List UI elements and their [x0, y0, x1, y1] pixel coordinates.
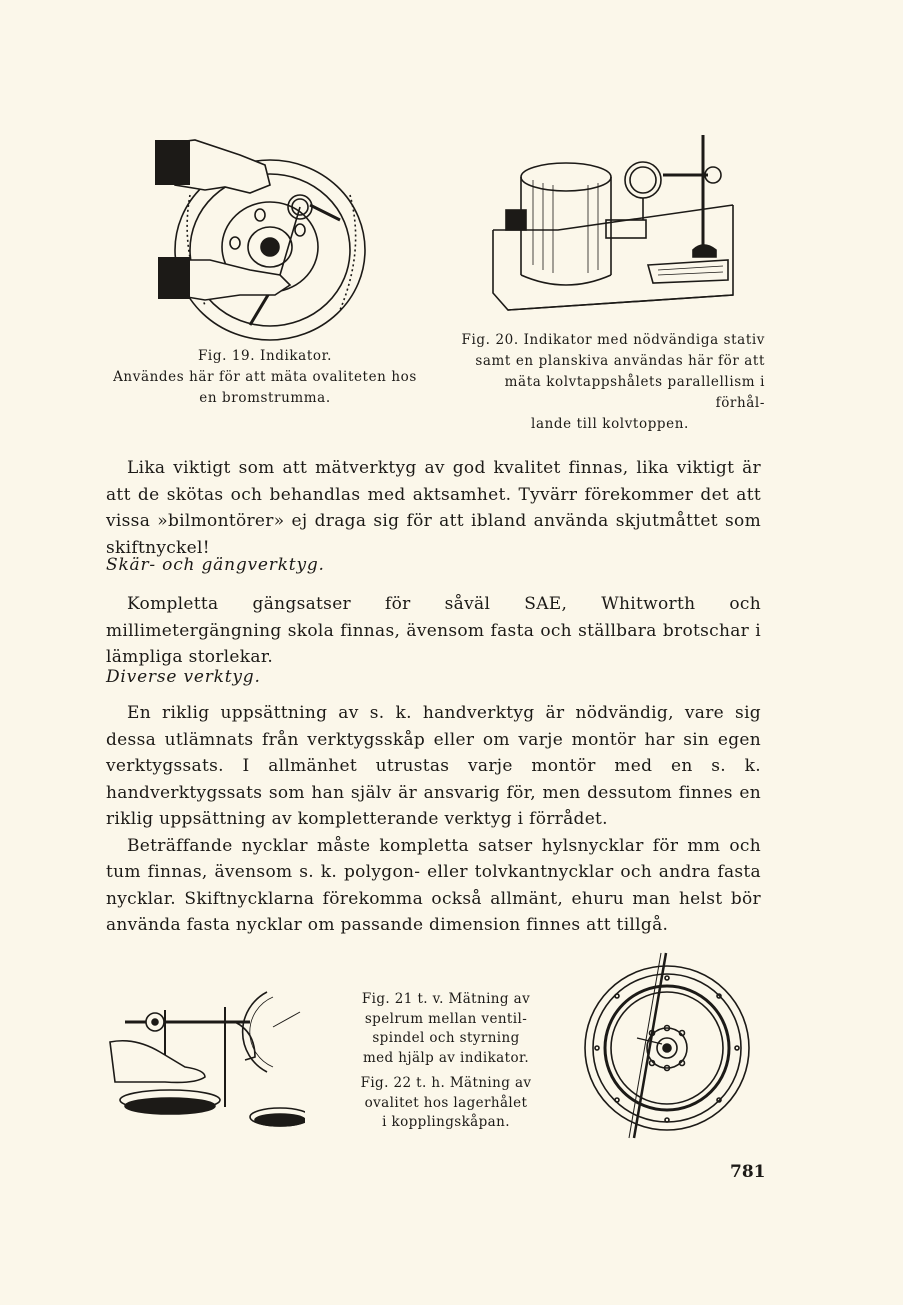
heading-diverse-verktyg: Diverse verktyg.: [106, 667, 261, 687]
fig22-caption-line1: Fig. 22 t. h. Mätning av: [360, 1075, 532, 1091]
fig19-caption: [100, 346, 430, 409]
fig19-caption-line3: en bromstrumma.: [199, 390, 331, 406]
fig19-caption-line2: Användes här för att mäta ovaliteten hos: [113, 369, 417, 385]
fig19-illustration: [150, 135, 375, 345]
fig20-illustration: [488, 135, 743, 315]
para3-text: Beträffande nycklar måste kompletta satser hylsnycklar för mm och tum finnas, ävensom s. k. polygon- eller tolvkantnycklar och andra fasta nycklar. Skiftnycklarna förekomma också allmänt, ehuru man helst bör använda fasta nycklar om passande dimension finnes att tillgå.: [106, 835, 761, 935]
heading-skar-och-gangverktyg: Skär- och gängverktyg.: [106, 555, 325, 575]
fig21-22-caption: [352, 990, 540, 1133]
fig20-caption: [455, 330, 765, 435]
fig22-illustration: [582, 948, 762, 1143]
fig21-caption-line2: spelrum mellan ventil-: [364, 1010, 528, 1027]
fig21-caption-line3: spindel och styrning: [372, 1030, 520, 1046]
fig22-caption-line2: ovalitet hos lagerhålet: [364, 1094, 528, 1111]
fig20-caption-line1: Fig. 20. Indikator med nödvändiga stativ: [461, 332, 765, 348]
paragraph-gangsatser: [106, 591, 761, 671]
fig21-caption-line1: Fig. 21 t. v. Mätning av: [361, 991, 531, 1007]
page-number: 781: [730, 1162, 766, 1182]
paragraph-handverktyg: [106, 700, 761, 939]
fig20-caption-line3: mäta kolvtappshålets parallellism i förhål-: [504, 374, 765, 411]
fig22-caption-line3: i kopplingskåpan.: [382, 1114, 510, 1130]
intro-paragraph: [106, 455, 761, 561]
para1-text: Kompletta gängsatser för såväl SAE, Whitworth och millimetergängning skola finnas, ävensom fasta och ställbara brotschar i lämpliga storlekar.: [106, 594, 761, 667]
fig20-caption-line4: lande till kolvtoppen.: [531, 416, 689, 432]
intro-text: Lika viktigt som att mätverktyg av god kvalitet finnas, lika viktigt är att de skötas och behandlas med aktsamhet. Tyvärr förekommer det att vissa »bilmontörer» ej draga sig för att ibland använda skjutmåttet som skiftnyckel!: [106, 458, 761, 558]
para2-text: En riklig uppsättning av s. k. handverktyg är nödvändig, vare sig dessa utlämnats från verktygsskåp eller om varje montör har sin egen verktygssats. I allmänhet utrustas varje montör med en s. k. handverktygssats som han själv är ansvarig för, men dessutom finnes en riklig uppsättning av kompletterande verktyg i förrådet.: [106, 703, 761, 829]
fig20-caption-line2: samt en planskiva användas här för att: [475, 353, 765, 369]
fig19-caption-line1: Fig. 19. Indikator.: [197, 348, 333, 364]
fig21-illustration: [105, 982, 305, 1132]
fig21-caption-line4: med hjälp av indikator.: [362, 1049, 530, 1066]
